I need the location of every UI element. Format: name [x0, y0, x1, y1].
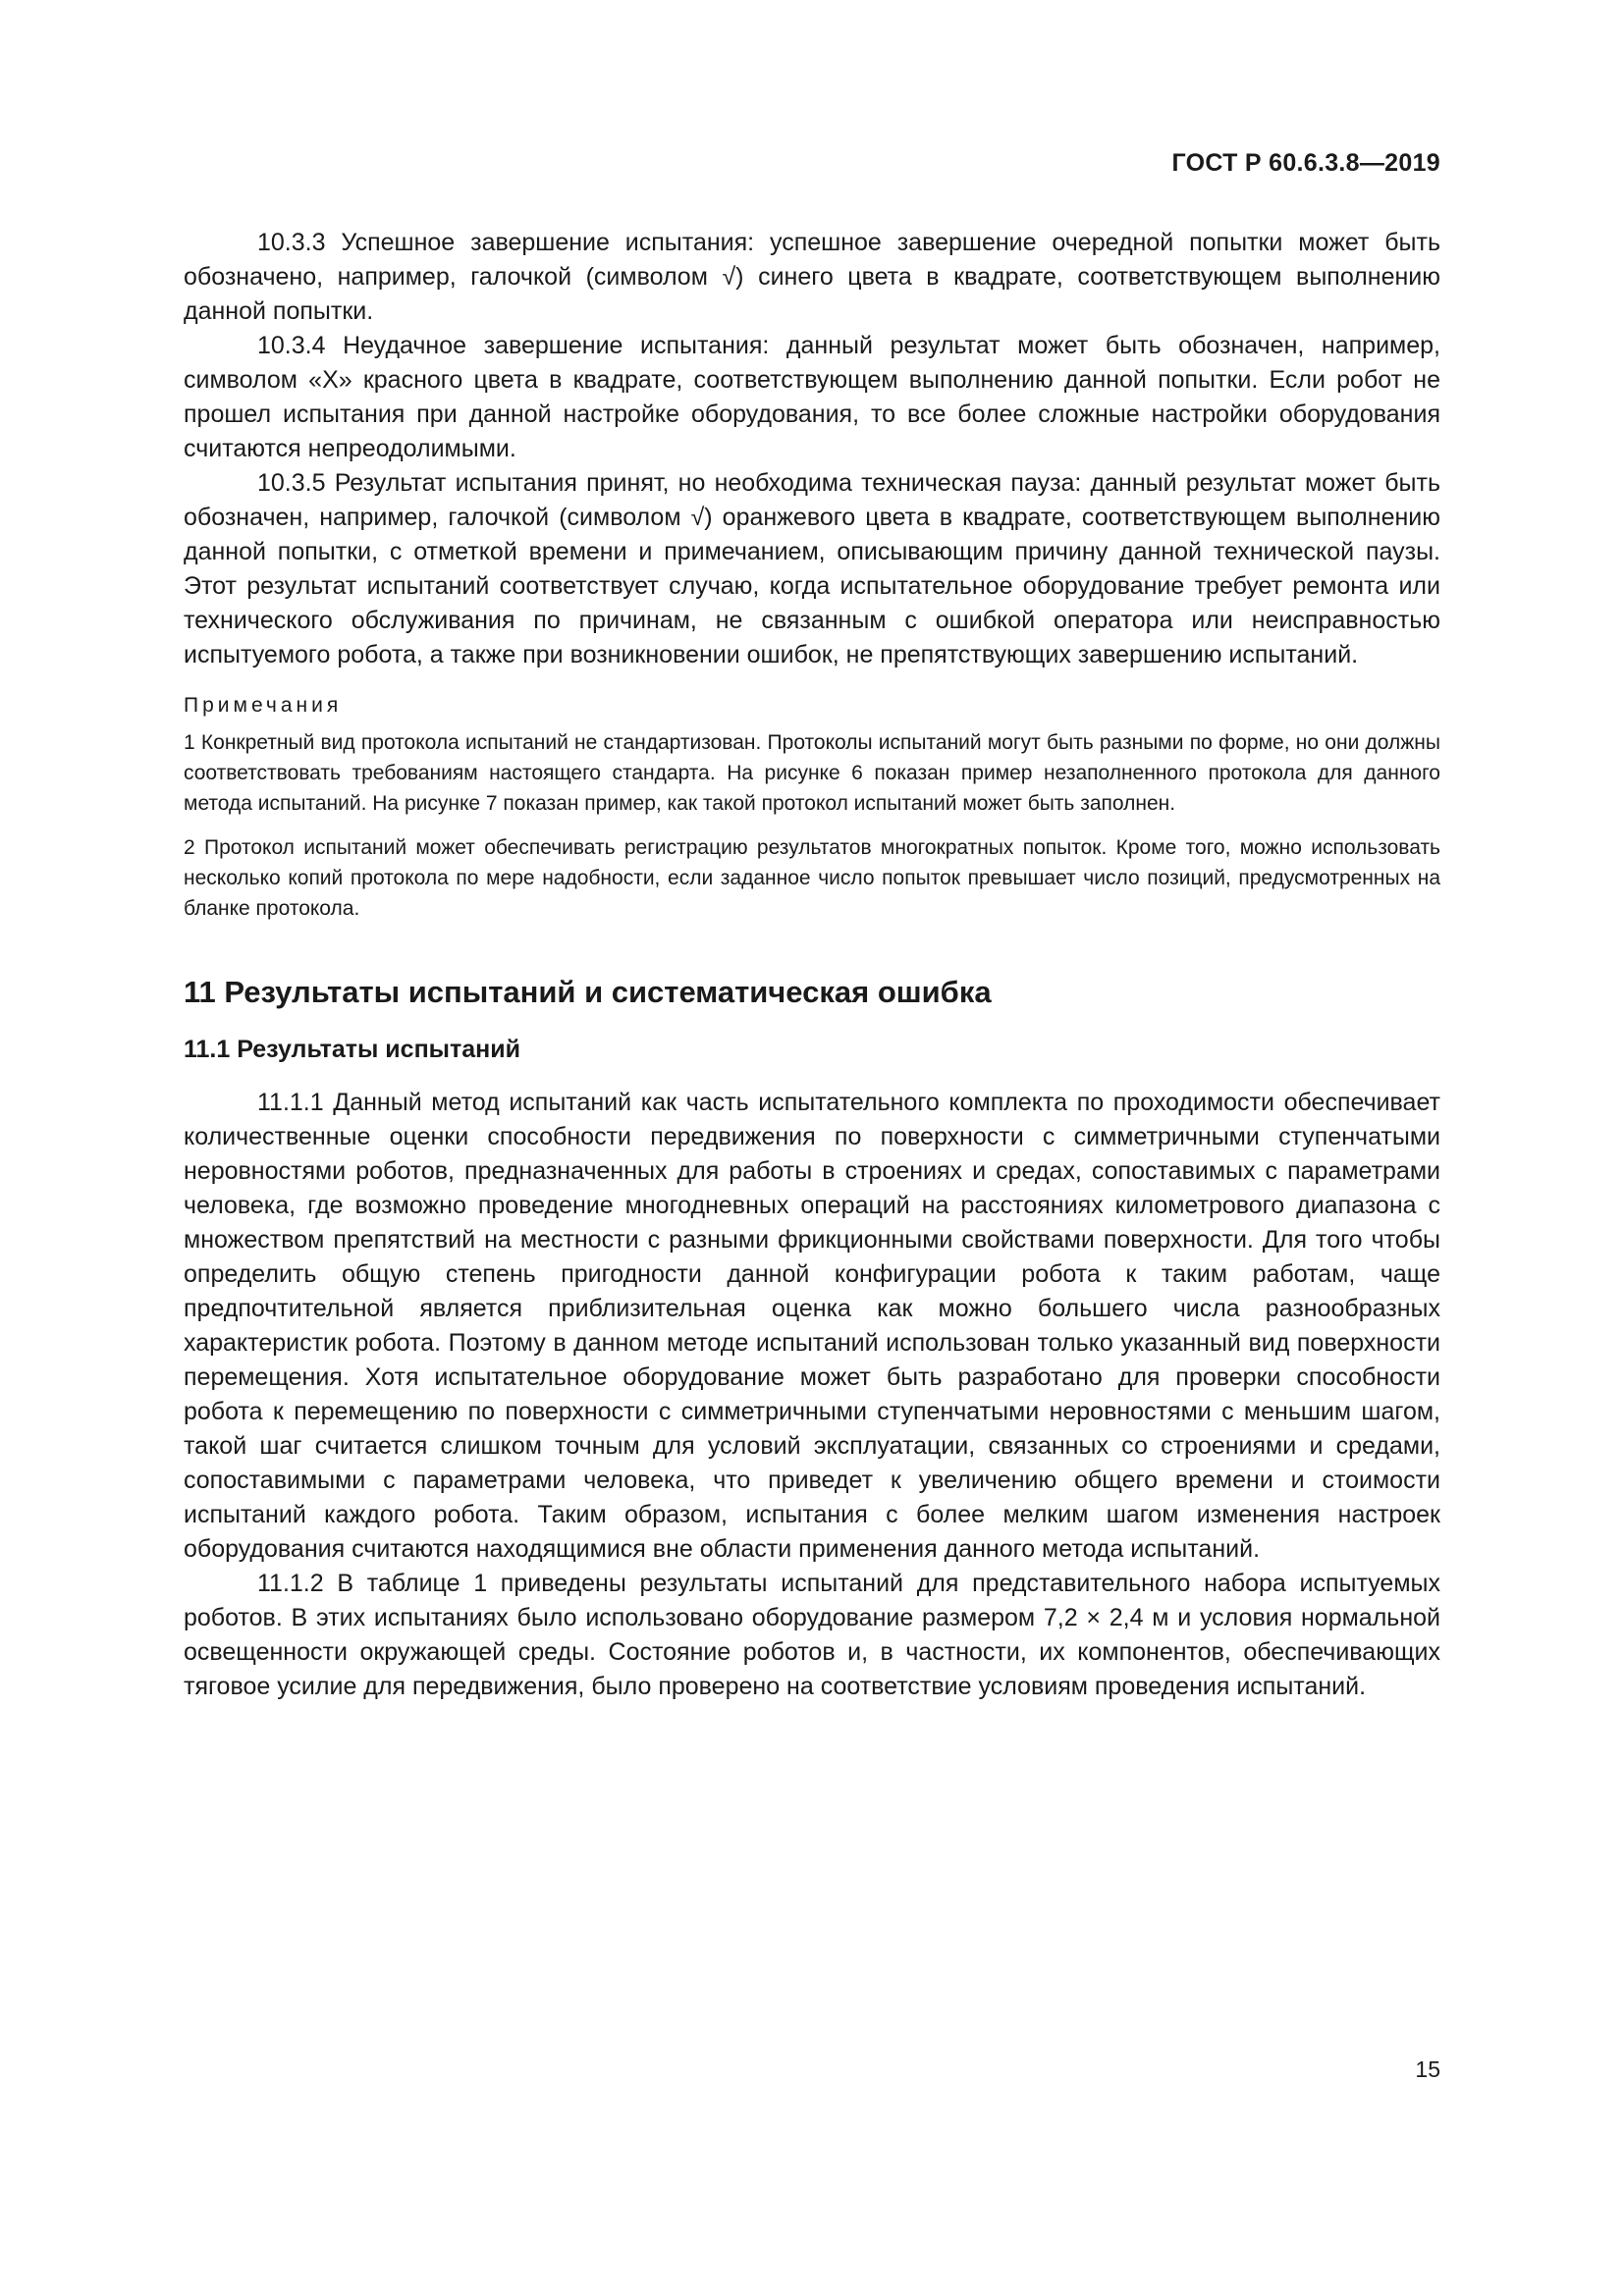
page-number: 15 [1415, 2056, 1440, 2082]
paragraph-11-1-1: 11.1.1 Данный метод испытаний как часть испытательного комплекта по проходимости обеспечивает количественные оценки способности передвижения по поверхности с симметричными ступенчатыми неровностями роботов, предназначенных для работы в строениях и средах, сопоставимых с параметрами человека, где возможно проведение многодневных операций на расстояниях километрового диапазона с множеством препятствий на местности с разными фрикционными свойствами поверхности. Для того чтобы определить общую степень пригодности данной конфигурации робота к таким работам, чаще предпочтительной является приблизительная оценка как можно большего числа разнообразных характеристик робота. Поэтому в данном методе испытаний использован только указанный вид поверхности перемещения. Хотя испытательное оборудование может быть разработано для проверки способности робота к перемещению по поверхности с симметричными ступенчатыми неровностями с меньшим шагом, такой шаг считается слишком точным для условий эксплуатации, связанных со строениями и средами, сопоставимыми с параметрами человека, что приведет к увеличению общего времени и стоимости испытаний каждого робота. Таким образом, испытания с более мелким шагом изменения настроек оборудования считаются находящимися вне области применения данного метода испытаний. [184, 1089, 1440, 1563]
paragraph-10-3-5: 10.3.5 Результат испытания принят, но необходима техническая пауза: данный результат может быть обозначен, например, галочкой (символом √) оранжевого цвета в квадрате, соответствующем выполнению данной попытки, с отметкой времени и примечанием, описывающим причину данной технической паузы. Этот результат испытаний соответствует случаю, когда испытательное оборудование требует ремонта или технического обслуживания по причинам, не связанным с ошибкой оператора или неисправностью испытуемого робота, а также при возникновении ошибок, не препятствующих завершению испытаний. [184, 469, 1440, 668]
section-title: 11 Результаты испытаний и систематическая ошибка [184, 975, 992, 1009]
paragraph-10-3-4: 10.3.4 Неудачное завершение испытания: данный результат может быть обозначен, например, символом «X» красного цвета в квадрате, соответствующем выполнению данной попытки. Если робот не прошел испытания при данной настройке оборудования, то все более сложные настройки оборудования считаются непреодолимыми. [184, 332, 1440, 462]
subsection-title: 11.1 Результаты испытаний [184, 1036, 521, 1063]
notes-title: Примечания [184, 694, 343, 717]
note-1: 1 Конкретный вид протокола испытаний не стандартизован. Протоколы испытаний могут быть разными по форме, но они должны соответствовать требованиям настоящего стандарта. На рисунке 6 показан пример незаполненного протокола для данного метода испытаний. На рисунке 7 показан пример, как такой протокол испытаний может быть заполнен. [184, 731, 1440, 815]
note-2: 2 Протокол испытаний может обеспечивать регистрацию результатов многократных попыток. Кроме того, можно использовать несколько копий протокола по мере надобности, если заданное число попыток превышает число позиций, предусмотренных на бланке протокола. [184, 836, 1440, 920]
page-content [184, 226, 1440, 1704]
paragraph-10-3-3: 10.3.3 Успешное завершение испытания: успешное завершение очередной попытки может быть обозначено, например, галочкой (символом √) синего цвета в квадрате, соответствующем выполнению данной попытки. [184, 229, 1440, 325]
paragraph-11-1-2: 11.1.2 В таблице 1 приведены результаты испытаний для представительного набора испытуемых роботов. В этих испытаниях было использовано оборудование размером 7,2 × 2,4 м и условия нормальной освещенности окружающей среды. Состояние роботов и, в частности, их компонентов, обеспечивающих тяговое усилие для передвижения, было проверено на соответствие условиям проведения испытаний. [184, 1570, 1440, 1700]
document-id: ГОСТ Р 60.6.3.8—2019 [1171, 149, 1440, 177]
